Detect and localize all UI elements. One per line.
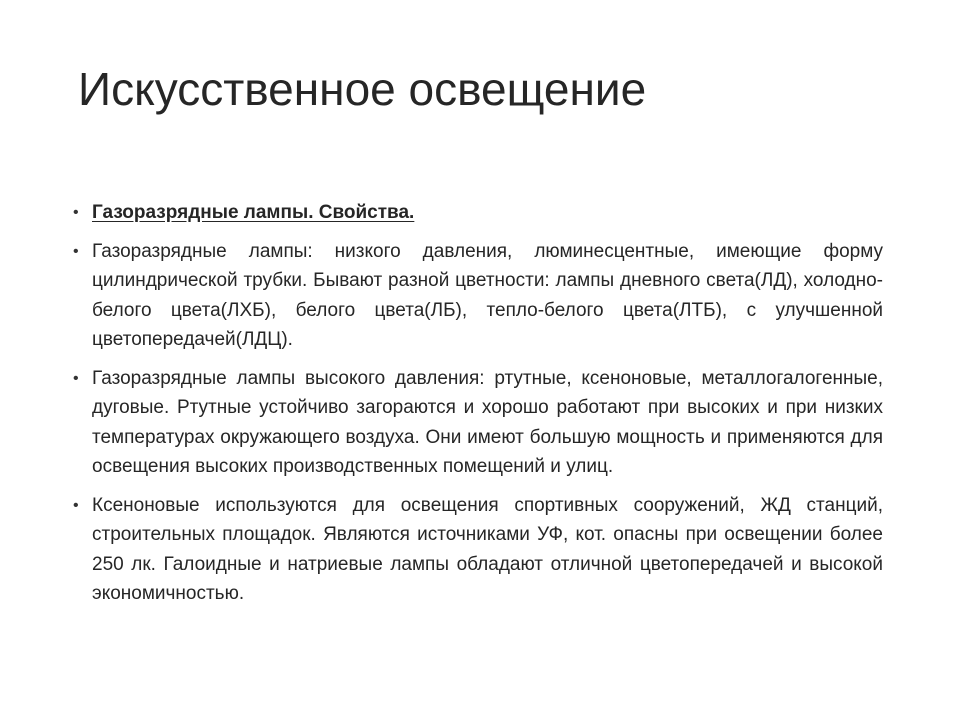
bullet-item-xenon [73,491,883,609]
bullet-dot-icon: • [73,369,79,387]
bullet-list [73,198,883,618]
bullet-heading-text: Газоразрядные лампы. Свойства. [92,202,415,223]
bullet-text: Ксеноновые используются для освещения спортивных сооружений, ЖД станций, строительных площадок. Являются источниками УФ, кот. опасны при освещении более 250 лк. Галоидные и натриевые лампы обладают отличной цветопередачей и высокой экономичностью. [92,494,883,604]
slide-title: Искусственное освещение [78,63,647,115]
bullet-dot-icon: • [73,204,79,221]
bullet-dot-icon: • [73,242,79,260]
bullet-text: Газоразрядные лампы высокого давления: ртутные, ксеноновые, металлогалогенные, дуговые. Ртутные устойчиво загораются и хорошо работают при высоких и при низких температурах окружающего воздуха. Они имеют большую мощность и применяются для освещения высоких производственных помещений и улиц. [92,367,883,477]
bullet-dot-icon: • [73,496,79,514]
bullet-item-low-pressure [73,237,883,355]
bullet-text: Газоразрядные лампы: низкого давления, люминесцентные, имеющие форму цилиндрической трубки. Бывают разной цветности: лампы дневного света(ЛД), холодно-белого цвета(ЛХБ), белого цвета(ЛБ), тепло-белого цвета(ЛТБ), с улучшенной цветопередачей(ЛДЦ). [92,240,883,350]
bullet-item-high-pressure [73,364,883,482]
bullet-item-properties-heading [73,198,883,228]
